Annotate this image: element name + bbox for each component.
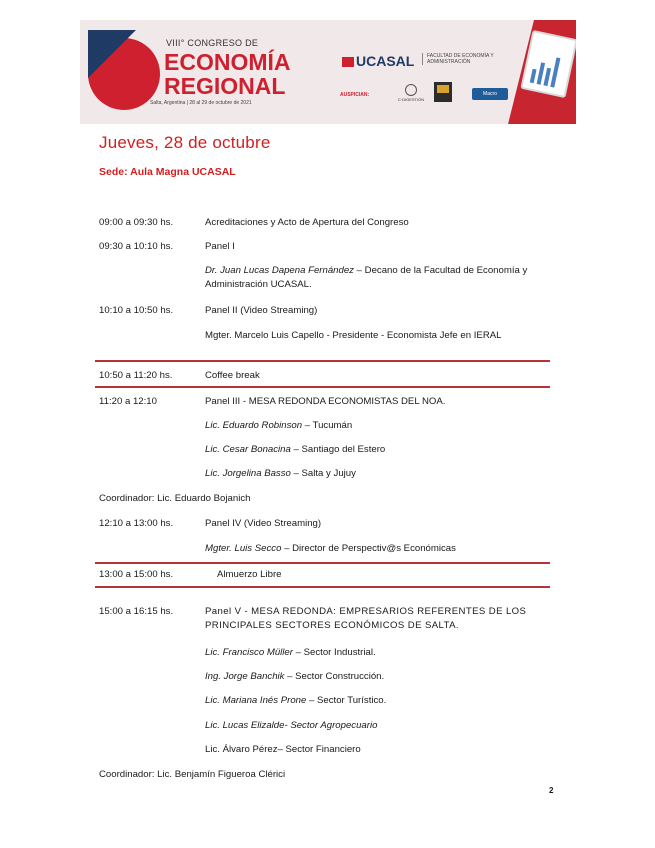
ucasal-logo-text: UCASAL <box>356 53 415 69</box>
sponsor-logo-macro: Macro <box>472 88 508 100</box>
speaker-name: Mgter. Luis Secco <box>205 543 282 554</box>
speaker-role: – Tucumán <box>302 420 353 431</box>
divider <box>95 562 550 564</box>
session-title: Panel II (Video Streaming) <box>205 305 318 316</box>
session-title: Coffee break <box>205 370 260 381</box>
speaker-line: Lic. Lucas Elizalde- Sector Agropecuario <box>205 720 378 731</box>
session-title: Panel V - MESA REDONDA: EMPRESARIOS REFERENTES DE LOS PRINCIPALES SECTORES ECONÓMICOS DE SALTA. <box>205 606 527 631</box>
sponsor-logo-1 <box>396 84 426 106</box>
speaker-role: – Salta y Jujuy <box>290 468 356 479</box>
congress-edition: VIII° CONGRESO DE <box>166 38 259 48</box>
speaker-name: Lic. Francisco Müller <box>205 647 293 658</box>
coordinator: Coordinador: Lic. Eduardo Bojanich <box>99 493 251 504</box>
session-title: Panel IV (Video Streaming) <box>205 518 322 529</box>
speaker-line: Mgter. Marcelo Luis Capello - Presidente - Economista Jefe en IERAL <box>205 330 502 341</box>
venue: Sede: Aula Magna UCASAL <box>99 166 236 178</box>
speaker-line <box>205 264 545 292</box>
time-slot: 09:30 a 10:10 hs. <box>99 241 174 252</box>
time-slot: 10:50 a 11:20 hs. <box>99 370 173 381</box>
day-title: Jueves, 28 de octubre <box>99 133 271 152</box>
congress-title-regional: REGIONAL <box>164 73 286 99</box>
speaker-name: Lic. Eduardo Robinson <box>205 420 303 431</box>
speaker-name: Lic. Jorgelina Basso <box>205 468 291 479</box>
faculty-name: FACULTAD DE ECONOMÍA Y ADMINISTRACIÓN <box>422 53 499 65</box>
time-slot: 15:00 a 16:15 hs. <box>99 606 174 617</box>
time-slot: 09:00 a 09:30 hs. <box>99 217 174 228</box>
divider <box>95 586 550 588</box>
speaker-line <box>205 542 545 556</box>
tablet-bar <box>530 69 537 84</box>
session-title: Panel III - MESA REDONDA ECONOMISTAS DEL NOA. <box>205 396 446 407</box>
time-slot: 10:10 a 10:50 hs. <box>99 305 174 316</box>
speaker-role: – Sector Industrial. <box>292 647 376 658</box>
sponsors-label: AUSPICIAN: <box>340 92 370 98</box>
speaker-line <box>205 694 545 708</box>
speaker-role: – Sector Construcción. <box>284 671 385 682</box>
divider <box>95 360 550 362</box>
ucasal-logo-icon <box>342 57 354 67</box>
speaker-line <box>205 670 545 684</box>
speaker-name: Lic. Mariana Inés Prone <box>205 695 307 706</box>
sponsor-logo-2 <box>434 82 452 102</box>
time-slot: 12:10 a 13:00 hs. <box>99 518 174 529</box>
speaker-role: – Sector Turístico. <box>306 695 387 706</box>
congress-logo-triangle <box>88 30 136 78</box>
sponsor-ring-icon <box>405 84 417 96</box>
time-slot: 11:20 a 12:10 <box>99 396 157 407</box>
header-banner <box>80 20 576 124</box>
speaker-role: – Santiago del Estero <box>290 444 386 455</box>
speaker-name: Dr. Juan Lucas Dapena Fernández <box>205 265 354 276</box>
tablet-bar <box>550 57 560 87</box>
congress-dates: Salta, Argentina | 28 al 29 de octubre de 2021 <box>150 100 252 106</box>
speaker-role: – Decano de la Facultad de Economía y Administración UCASAL. <box>205 265 528 290</box>
speaker-line <box>205 646 545 660</box>
session-title: Acreditaciones y Acto de Apertura del Congreso <box>205 217 409 228</box>
time-slot: 13:00 a 15:00 hs. <box>99 569 174 580</box>
session-title: Panel I <box>205 241 235 252</box>
speaker-line: Lic. Álvaro Pérez– Sector Financiero <box>205 744 361 755</box>
speaker-name: Ing. Jorge Banchik <box>205 671 285 682</box>
coordinator: Coordinador: Lic. Benjamín Figueroa Clérici <box>99 769 286 780</box>
congress-title-economia: ECONOMÍA <box>164 49 291 75</box>
speaker-line <box>205 419 545 433</box>
page-number: 2 <box>549 786 554 795</box>
sponsor-1-name: C·DIGESTIÓN <box>397 97 425 102</box>
speaker-name: Lic. Cesar Bonacina <box>205 444 291 455</box>
speaker-line <box>205 467 545 481</box>
speaker-role: – Director de Perspectiv@s Económicas <box>281 543 456 554</box>
session-title: Almuerzo Libre <box>217 569 282 580</box>
speaker-line <box>205 443 545 457</box>
divider <box>95 386 550 388</box>
